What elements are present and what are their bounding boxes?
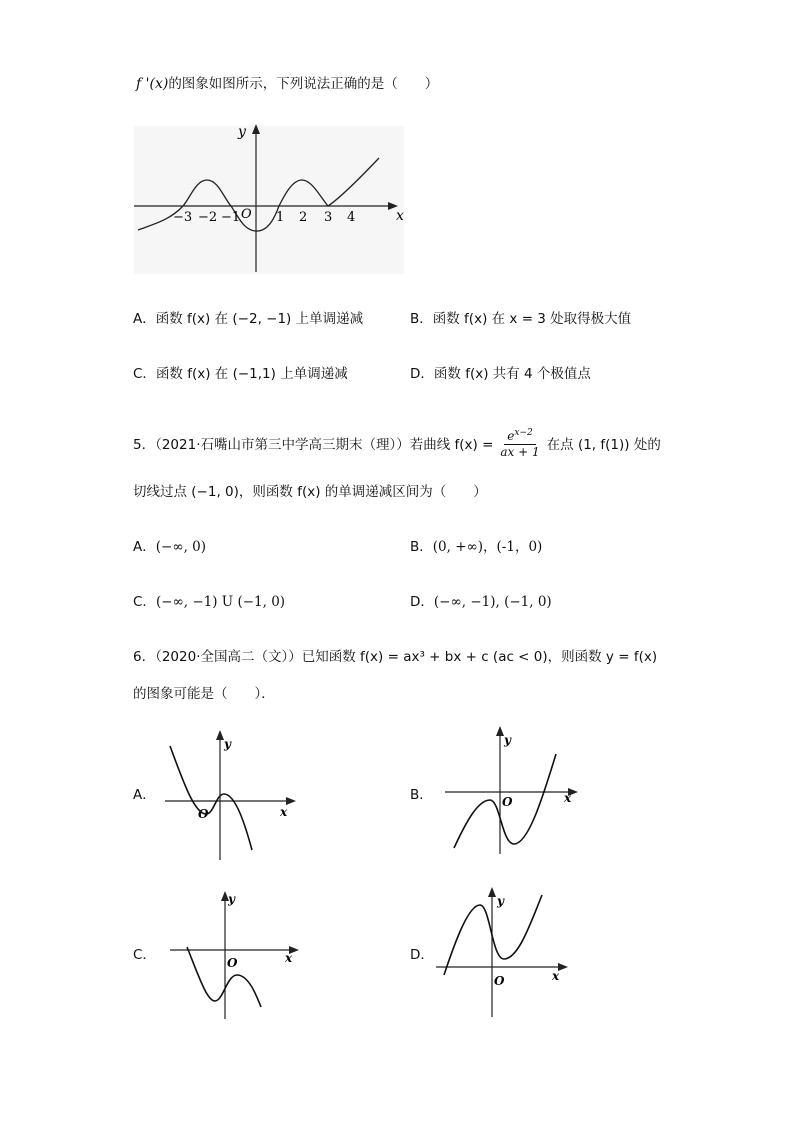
q5-option-a[interactable] [133,535,206,555]
q5-stem-line2: 切线过点 (−1, 0)，则函数 f(x) 的单调递减区间为（ ） [133,484,487,500]
option-text: 函数 f(x) 在 (−2, −1) 上单调递减 [155,311,364,327]
y-label: y [504,733,511,747]
option-label: C． [133,366,156,382]
q4-option-c[interactable] [133,362,348,382]
option-label: D． [410,366,434,382]
option-text: (−∞, −1), (−1, 0) [433,594,552,610]
option-text: (−∞, −1) U (−1, 0) [155,594,286,610]
q6-stem-line2: 的图象可能是（ ）． [133,686,275,702]
q5-num-exp: x−2 [514,428,533,438]
q4-tick-label: −3 [173,210,193,225]
option-text: (−∞, 0) [155,539,207,555]
q6-option-b-label[interactable]: B． [410,787,433,803]
q6-option-c-graph[interactable] [165,887,310,1022]
q6-option-d-label[interactable]: D． [410,947,434,963]
q6-option-b-graph[interactable] [440,722,585,857]
q4-tick-label: −1 [221,210,241,225]
y-label: y [228,892,235,906]
origin-label: O [198,807,209,821]
q4-tick-label: 3 [324,210,333,225]
option-label: B． [410,539,433,555]
y-label: y [224,737,231,751]
option-label: C． [133,594,156,610]
x-label: x [280,805,288,819]
q4-tick-label: 4 [347,210,356,225]
q4-option-b[interactable] [410,307,631,327]
y-arrow-icon [488,887,496,897]
q6-option-a-graph[interactable] [160,728,305,863]
q4-origin-label: O [241,207,252,222]
q5-option-b[interactable] [410,535,542,555]
x-arrow-icon [558,963,568,971]
q4-stem [136,72,438,92]
q5-fraction [497,426,542,460]
option-text: 函数 f(x) 共有 4 个极值点 [433,366,591,382]
q5-prefix: 5．（2021·石嘴山市第三中学高三期末（理））若曲线 f(x) = [133,437,494,453]
q4-x-label: x [396,208,404,224]
q6-stem-line1: 6．（2020·全国高二（文））已知函数 f(x) = ax³ + bx + c (ac < 0)，则函数 y = f(x) [133,649,658,665]
q4-graph-bg [134,126,404,274]
origin-label: O [494,974,505,988]
q5-fraction-numerator [504,426,535,445]
q4-tick-label: 2 [299,210,308,225]
cubic-curve [170,746,252,850]
x-arrow-icon [286,797,296,805]
y-arrow-icon [496,726,504,736]
origin-label: O [502,795,513,809]
q5-option-d[interactable] [410,590,552,610]
q4-stem-math: f '(x) [136,76,169,92]
q4-option-a[interactable] [133,307,363,327]
q4-option-d[interactable] [410,362,591,382]
x-label: x [564,791,572,805]
option-label: A． [133,539,156,555]
cubic-curve [187,947,261,1007]
option-label: B． [410,311,433,327]
x-label: x [552,969,560,983]
option-text: 函数 f(x) 在 (−1,1) 上单调递减 [155,366,348,382]
q5-suffix: 在点 (1, f(1)) 处的 [546,437,661,453]
q6-option-d-graph[interactable] [432,885,577,1020]
y-arrow-icon [216,730,224,740]
q6-option-a-label[interactable]: A． [133,787,156,803]
q4-y-label: y [238,124,246,140]
q4-stem-text: 的图象如图所示，下列说法正确的是（ ） [168,76,439,92]
y-label: y [497,894,504,908]
q5-option-c[interactable] [133,590,285,610]
option-text: (0, +∞)，(-1，0) [432,539,543,555]
q5-num-base: e [507,429,515,443]
q5-stem-line1 [133,426,661,460]
q5-fraction-denominator: ax + 1 [500,445,540,459]
option-label: D． [410,594,434,610]
q6-option-c-label[interactable]: C． [133,947,156,963]
cubic-curve [444,895,542,975]
option-label: A． [133,311,156,327]
q4-tick-label: 1 [276,210,285,225]
x-label: x [285,951,293,965]
q4-derivative-graph [130,118,410,278]
q4-tick-label: −2 [198,210,218,225]
origin-label: O [227,956,238,970]
option-text: 函数 f(x) 在 x = 3 处取得极大值 [432,311,632,327]
